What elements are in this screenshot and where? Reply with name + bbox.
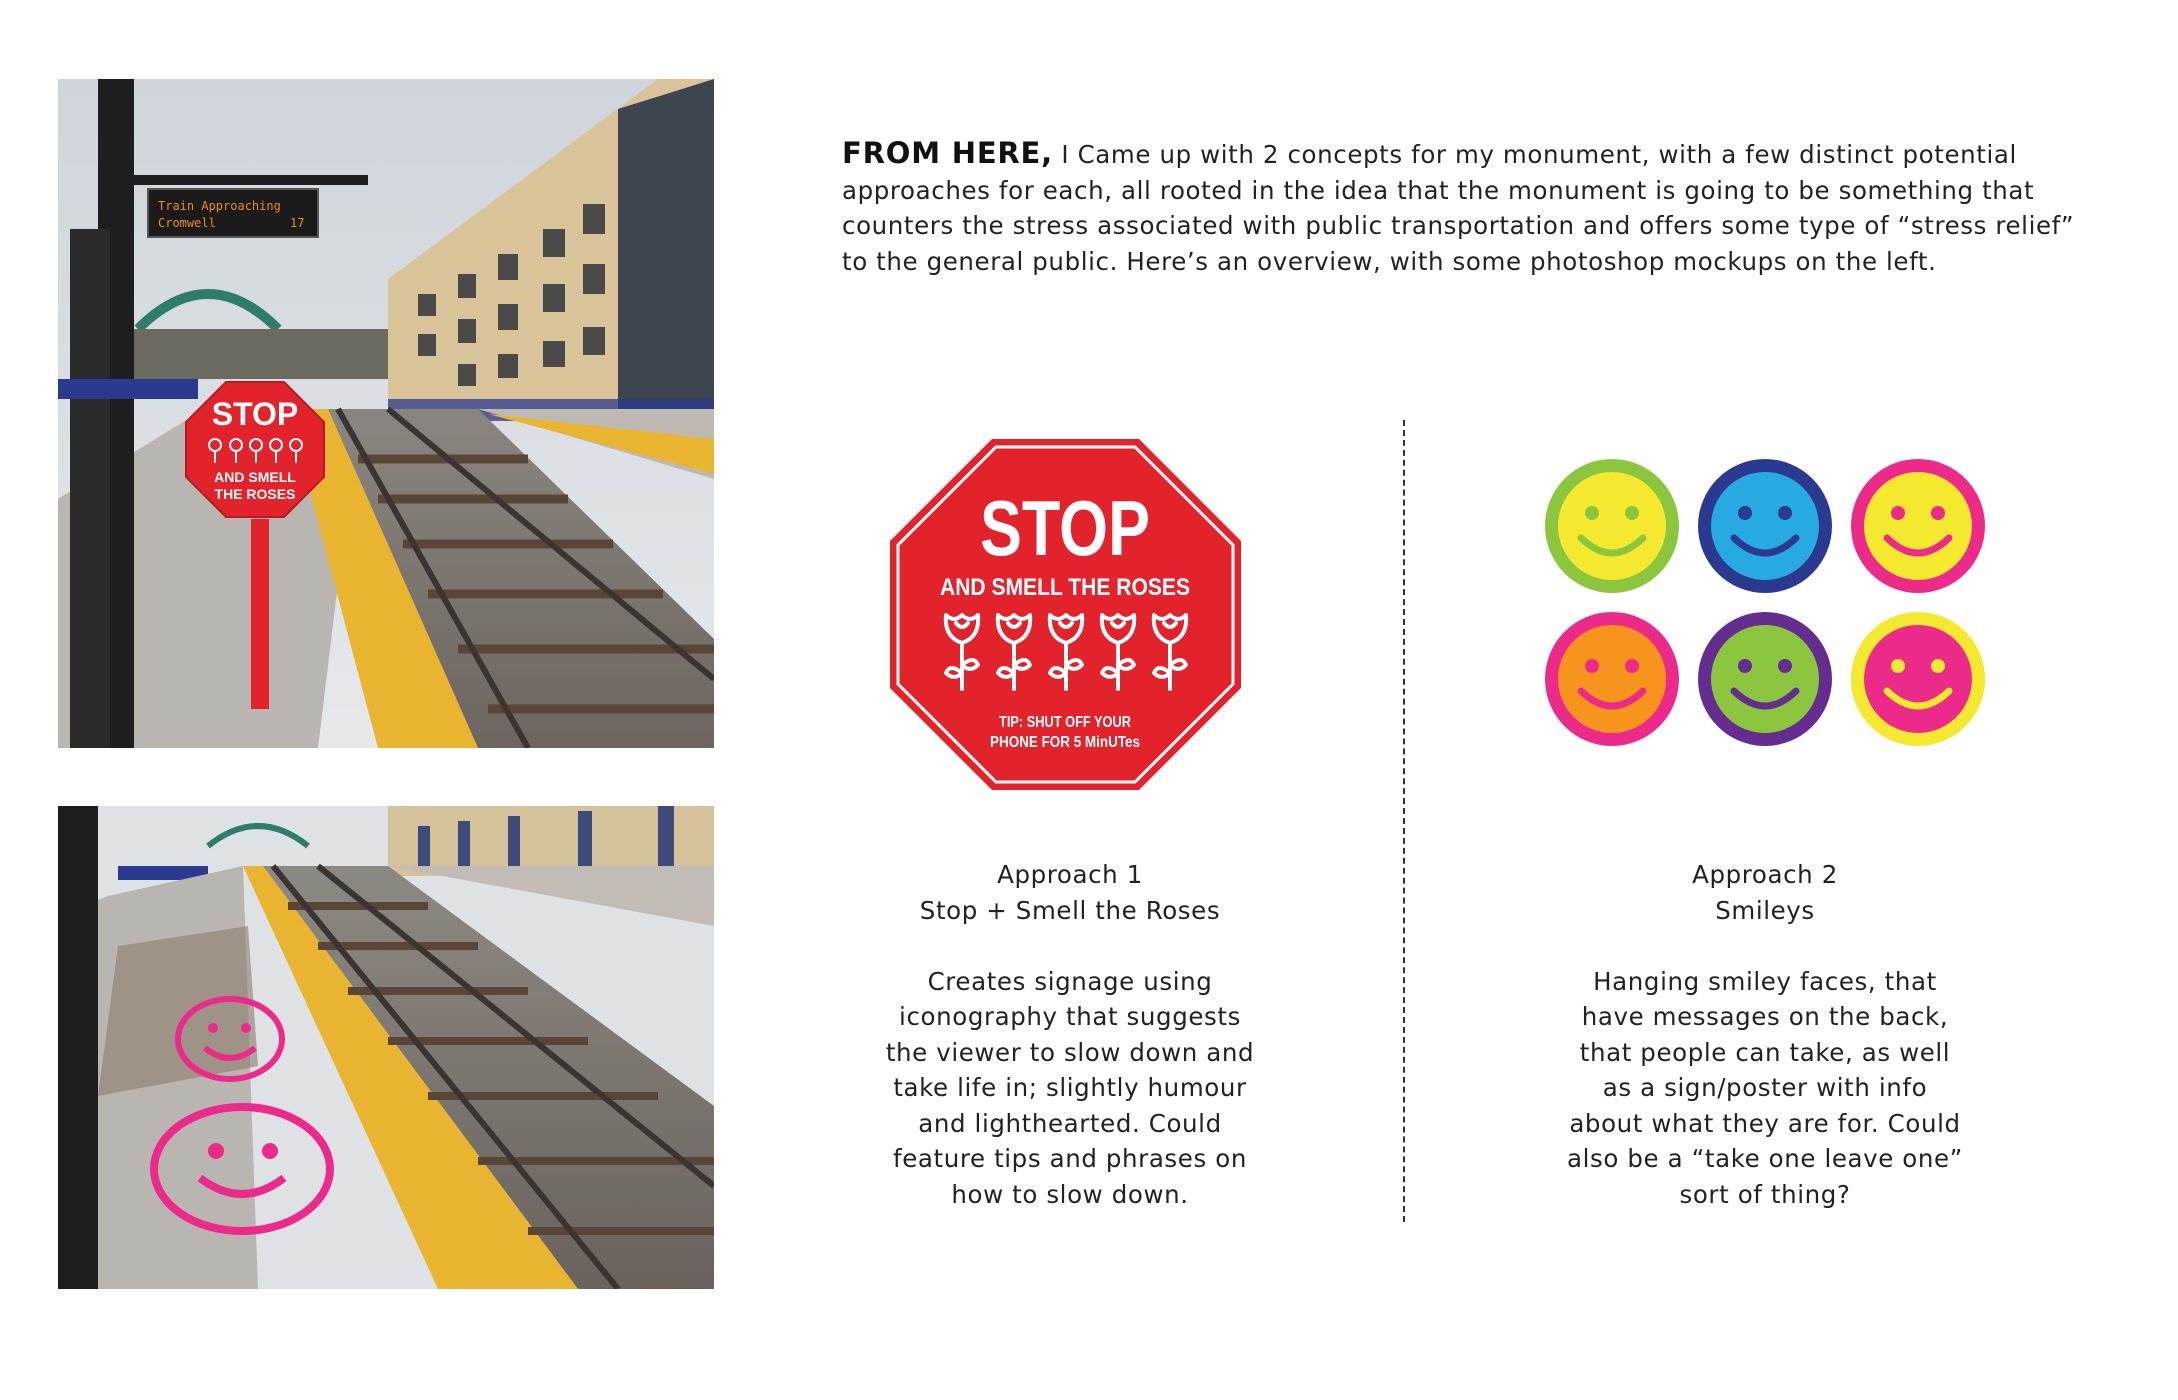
description-line: how to slow down.: [951, 1179, 1189, 1209]
sign-post: [251, 519, 269, 709]
intro-paragraph: [842, 136, 2092, 279]
station-post: [58, 806, 98, 1289]
mini-stop-text: STOP: [211, 396, 299, 432]
stop-sign-tip-line2: PHONE FOR 5 MinUTes: [990, 734, 1141, 751]
description-line: Creates signage using: [927, 966, 1213, 996]
description-line: Hanging smiley faces, that: [1593, 966, 1937, 996]
description-line: have messages on the back,: [1581, 1002, 1949, 1031]
smiley-grid: [1545, 458, 1995, 758]
description-line: as a sign/poster with info: [1602, 1073, 1928, 1102]
description-line: about what they are for. Could: [1569, 1108, 1961, 1138]
mini-sign-line2: THE ROSES: [214, 486, 296, 502]
dashed-divider: [1403, 420, 1405, 1222]
smiley-icon: [1545, 612, 1679, 746]
station-post: [70, 229, 110, 748]
description-line: and lighthearted. Could: [918, 1108, 1222, 1138]
stop-and-smell-roses-sign: [888, 437, 1243, 792]
smiley-icon: [1545, 459, 1679, 593]
platform-scene-top: [58, 79, 714, 748]
approach-1-subtitle: Stop + Smell the Roses: [919, 895, 1221, 925]
stop-sign-tip-line1: TIP: SHUT OFF YOUR: [999, 714, 1132, 731]
blue-railing: [58, 379, 198, 399]
intro-body: I Came up with 2 concepts for my monument, with a few distinct potential approaches for each, all rooted in the idea that the monument is going to be something that counters the stress associated with public transportation and offers some type of “stress relief” to the general public. Here’s an overview, with some photoshop mockups on the left.: [842, 140, 2075, 276]
intro-lead: FROM HERE,: [842, 136, 1053, 170]
approach-2-title: Approach 2: [1692, 860, 1838, 889]
approach-2-column: [1545, 857, 1985, 1212]
description-line: that people can take, as well: [1579, 1037, 1951, 1067]
description-line: sort of thing?: [1679, 1179, 1851, 1209]
smiley-icon: [1698, 459, 1832, 593]
approach-1-title: Approach 1: [997, 860, 1143, 889]
description-line: iconography that suggests: [899, 1002, 1241, 1031]
mini-sign-line1: AND SMELL: [214, 469, 296, 485]
approach-1-column: [850, 857, 1290, 1212]
platform-photo-stop-sign: [58, 79, 714, 748]
train-display-line2: Cromwell: [158, 216, 216, 230]
stop-sign-tagline: AND SMELL THE ROSES: [940, 574, 1190, 601]
description-line: also be a “take one leave one”: [1567, 1144, 1963, 1173]
brick-patch: [98, 926, 258, 1096]
train-display-number: 17: [290, 216, 305, 230]
train-display-line1: Train Approaching: [158, 199, 281, 213]
approach-2-subtitle: Smileys: [1715, 895, 1815, 925]
smiley-icon: [1851, 612, 1985, 746]
smiley-icon: [1851, 459, 1985, 593]
platform-scene-bottom: [58, 806, 714, 1289]
approach-1-description: [850, 964, 1290, 1213]
platform-photo-smileys: [58, 806, 714, 1289]
train-display-arm: [118, 175, 368, 185]
description-line: the viewer to slow down and: [885, 1037, 1255, 1067]
description-line: take life in; slightly humour: [893, 1073, 1247, 1102]
description-line: feature tips and phrases on: [893, 1144, 1247, 1173]
approach-2-description: [1545, 964, 1985, 1213]
stop-sign-stop: STOP: [980, 484, 1150, 572]
smiley-icon: [1698, 612, 1832, 746]
distant-trees: [118, 329, 398, 379]
